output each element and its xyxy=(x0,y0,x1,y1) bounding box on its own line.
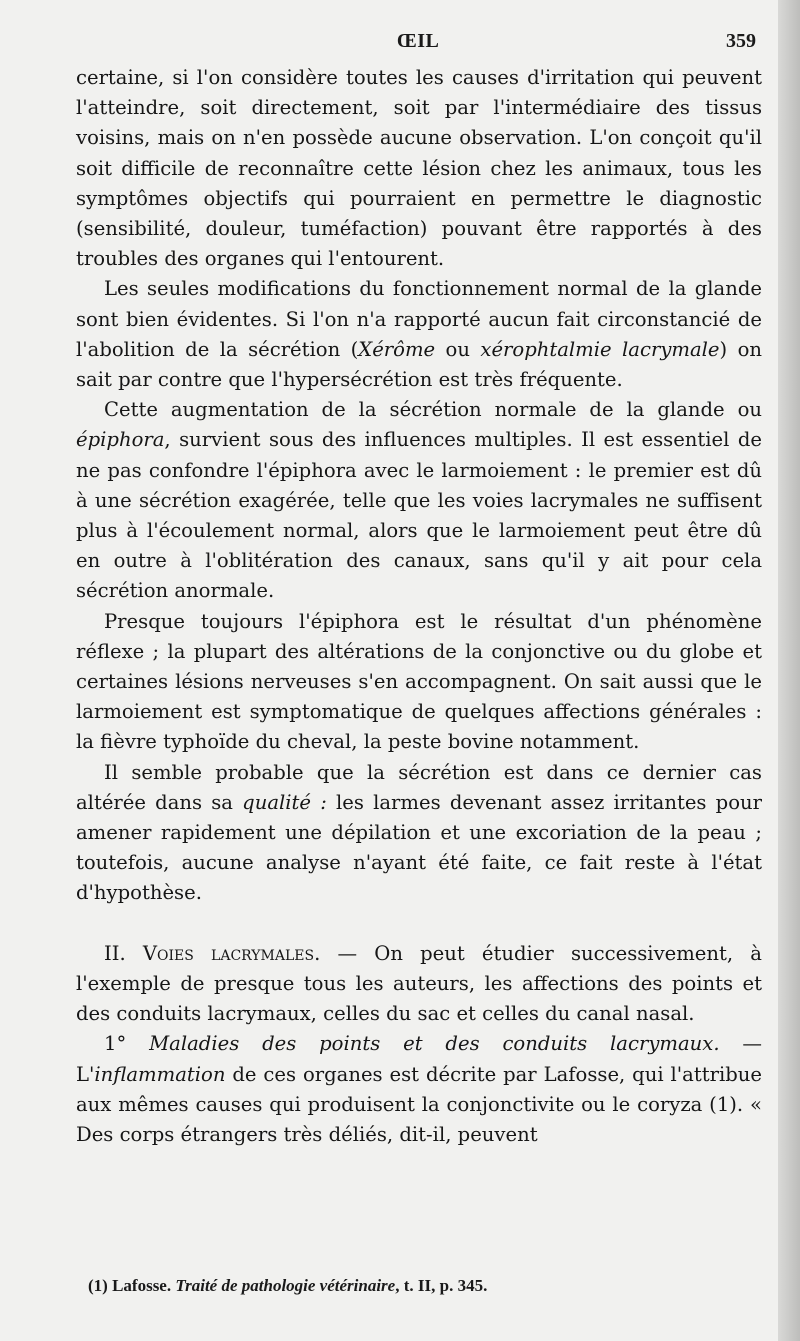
term-qualite: qualité : xyxy=(242,790,327,814)
paragraph-7-text-c: de ces organes est décrite par Lafosse, qui l'attribue aux mêmes causes qui produisent la conjonctivite ou le coryza (1). « Des corps étrangers très déliés, dit-il, peuvent xyxy=(76,1062,762,1146)
paragraph-3-text-b: , survient sous des influences multiples. Il est essentiel de ne pas confondre l'épiphora avec le larmoiement : le premier est dû à une sécrétion exagérée, telle que les voies lacrymales ne suffisent plus à l'écoulement normal, alors que le larmoiement peut être dû en outre à l'oblitération des canaux, sans qu'il y ait pour cela sécrétion anormale. xyxy=(76,428,762,603)
term-xerophtalmie: xérophtalmie lacrymale xyxy=(480,337,720,361)
footnote-marker: (1) Lafosse. xyxy=(88,1276,176,1295)
paragraph-2-text-c: ) on sait par contre que l'hypersécrétion est très fréquente. xyxy=(76,337,762,392)
running-title: ŒIL xyxy=(396,30,440,52)
subsection-number: 1° xyxy=(104,1032,150,1056)
paragraph-2-text-a: Les seules modifications du fonctionnement normal de la glande sont bien évidentes. Si l'on n'a rapporté aucun fait circonstancié de l'abolition de la sécrétion ( xyxy=(76,277,762,361)
section-heading: Voies lacrymales. xyxy=(142,941,321,965)
page-edge xyxy=(778,0,800,1341)
page-header xyxy=(80,30,756,56)
paragraph-5-text-a: Il semble probable que la sécrétion est dans ce dernier cas altérée dans sa xyxy=(76,760,762,814)
section-number: II. xyxy=(104,941,143,965)
paragraph-3-text-a: Cette augmentation de la sécrétion normale de la glande ou xyxy=(104,398,762,422)
section-text: — On peut étudier successivement, à l'exemple de presque tous les auteurs, les affections des points et des conduits lacrymaux, celles du sac et celles du canal nasal. xyxy=(76,941,762,1026)
body-text xyxy=(76,63,762,1150)
footnote-title: Traité de pathologie vétérinaire xyxy=(175,1276,396,1295)
paragraph-2 xyxy=(76,274,762,395)
footnote xyxy=(88,1276,762,1296)
page-number: 359 xyxy=(726,30,756,52)
paragraph-5 xyxy=(76,758,762,909)
paragraph-7 xyxy=(76,1029,762,1150)
paragraph-3 xyxy=(76,395,762,606)
term-epiphora: épiphora xyxy=(76,428,165,452)
paragraph-7-text-b: — L' xyxy=(76,1032,762,1086)
paragraph-5-text-b: les larmes devenant assez irritantes pour amener rapidement une dépilation et une excoriation de la peau ; toutefois, aucune analyse n'ayant été faite, ce fait reste à l'état d'hypothèse. xyxy=(76,790,762,905)
paragraph-1: certaine, si l'on considère toutes les causes d'irritation qui peuvent l'atteindre, soit directement, soit par l'intermédiaire des tissus voisins, mais on n'en possède aucune observation. L'on conçoit qu'il soit difficile de reconnaître cette lésion chez les animaux, tous les symptômes objectifs qui pourraient en permettre le diagnostic (sensibilité, douleur, tuméfaction) pouvant être rapportés à des troubles des organes qui l'entourent. xyxy=(76,66,762,271)
section-voies-lacrymales xyxy=(76,939,762,1030)
term-inflammation: inflammation xyxy=(94,1062,226,1086)
footnote-rest: , t. II, p. 345. xyxy=(395,1276,488,1295)
subsection-heading: Maladies des points et des conduits lacrymaux. xyxy=(149,1032,720,1056)
paragraph-4: Presque toujours l'épiphora est le résultat d'un phénomène réflexe ; la plupart des altérations de la conjonctive ou du globe et certaines lésions nerveuses s'en accompagnent. On sait aussi que le larmoiement est symptomatique de quelques affections générales : la fièvre typhoïde du cheval, la peste bovine notamment. xyxy=(76,609,762,754)
term-xerome: Xérôme xyxy=(358,337,436,361)
paragraph-2-text-b: ou xyxy=(435,337,481,361)
